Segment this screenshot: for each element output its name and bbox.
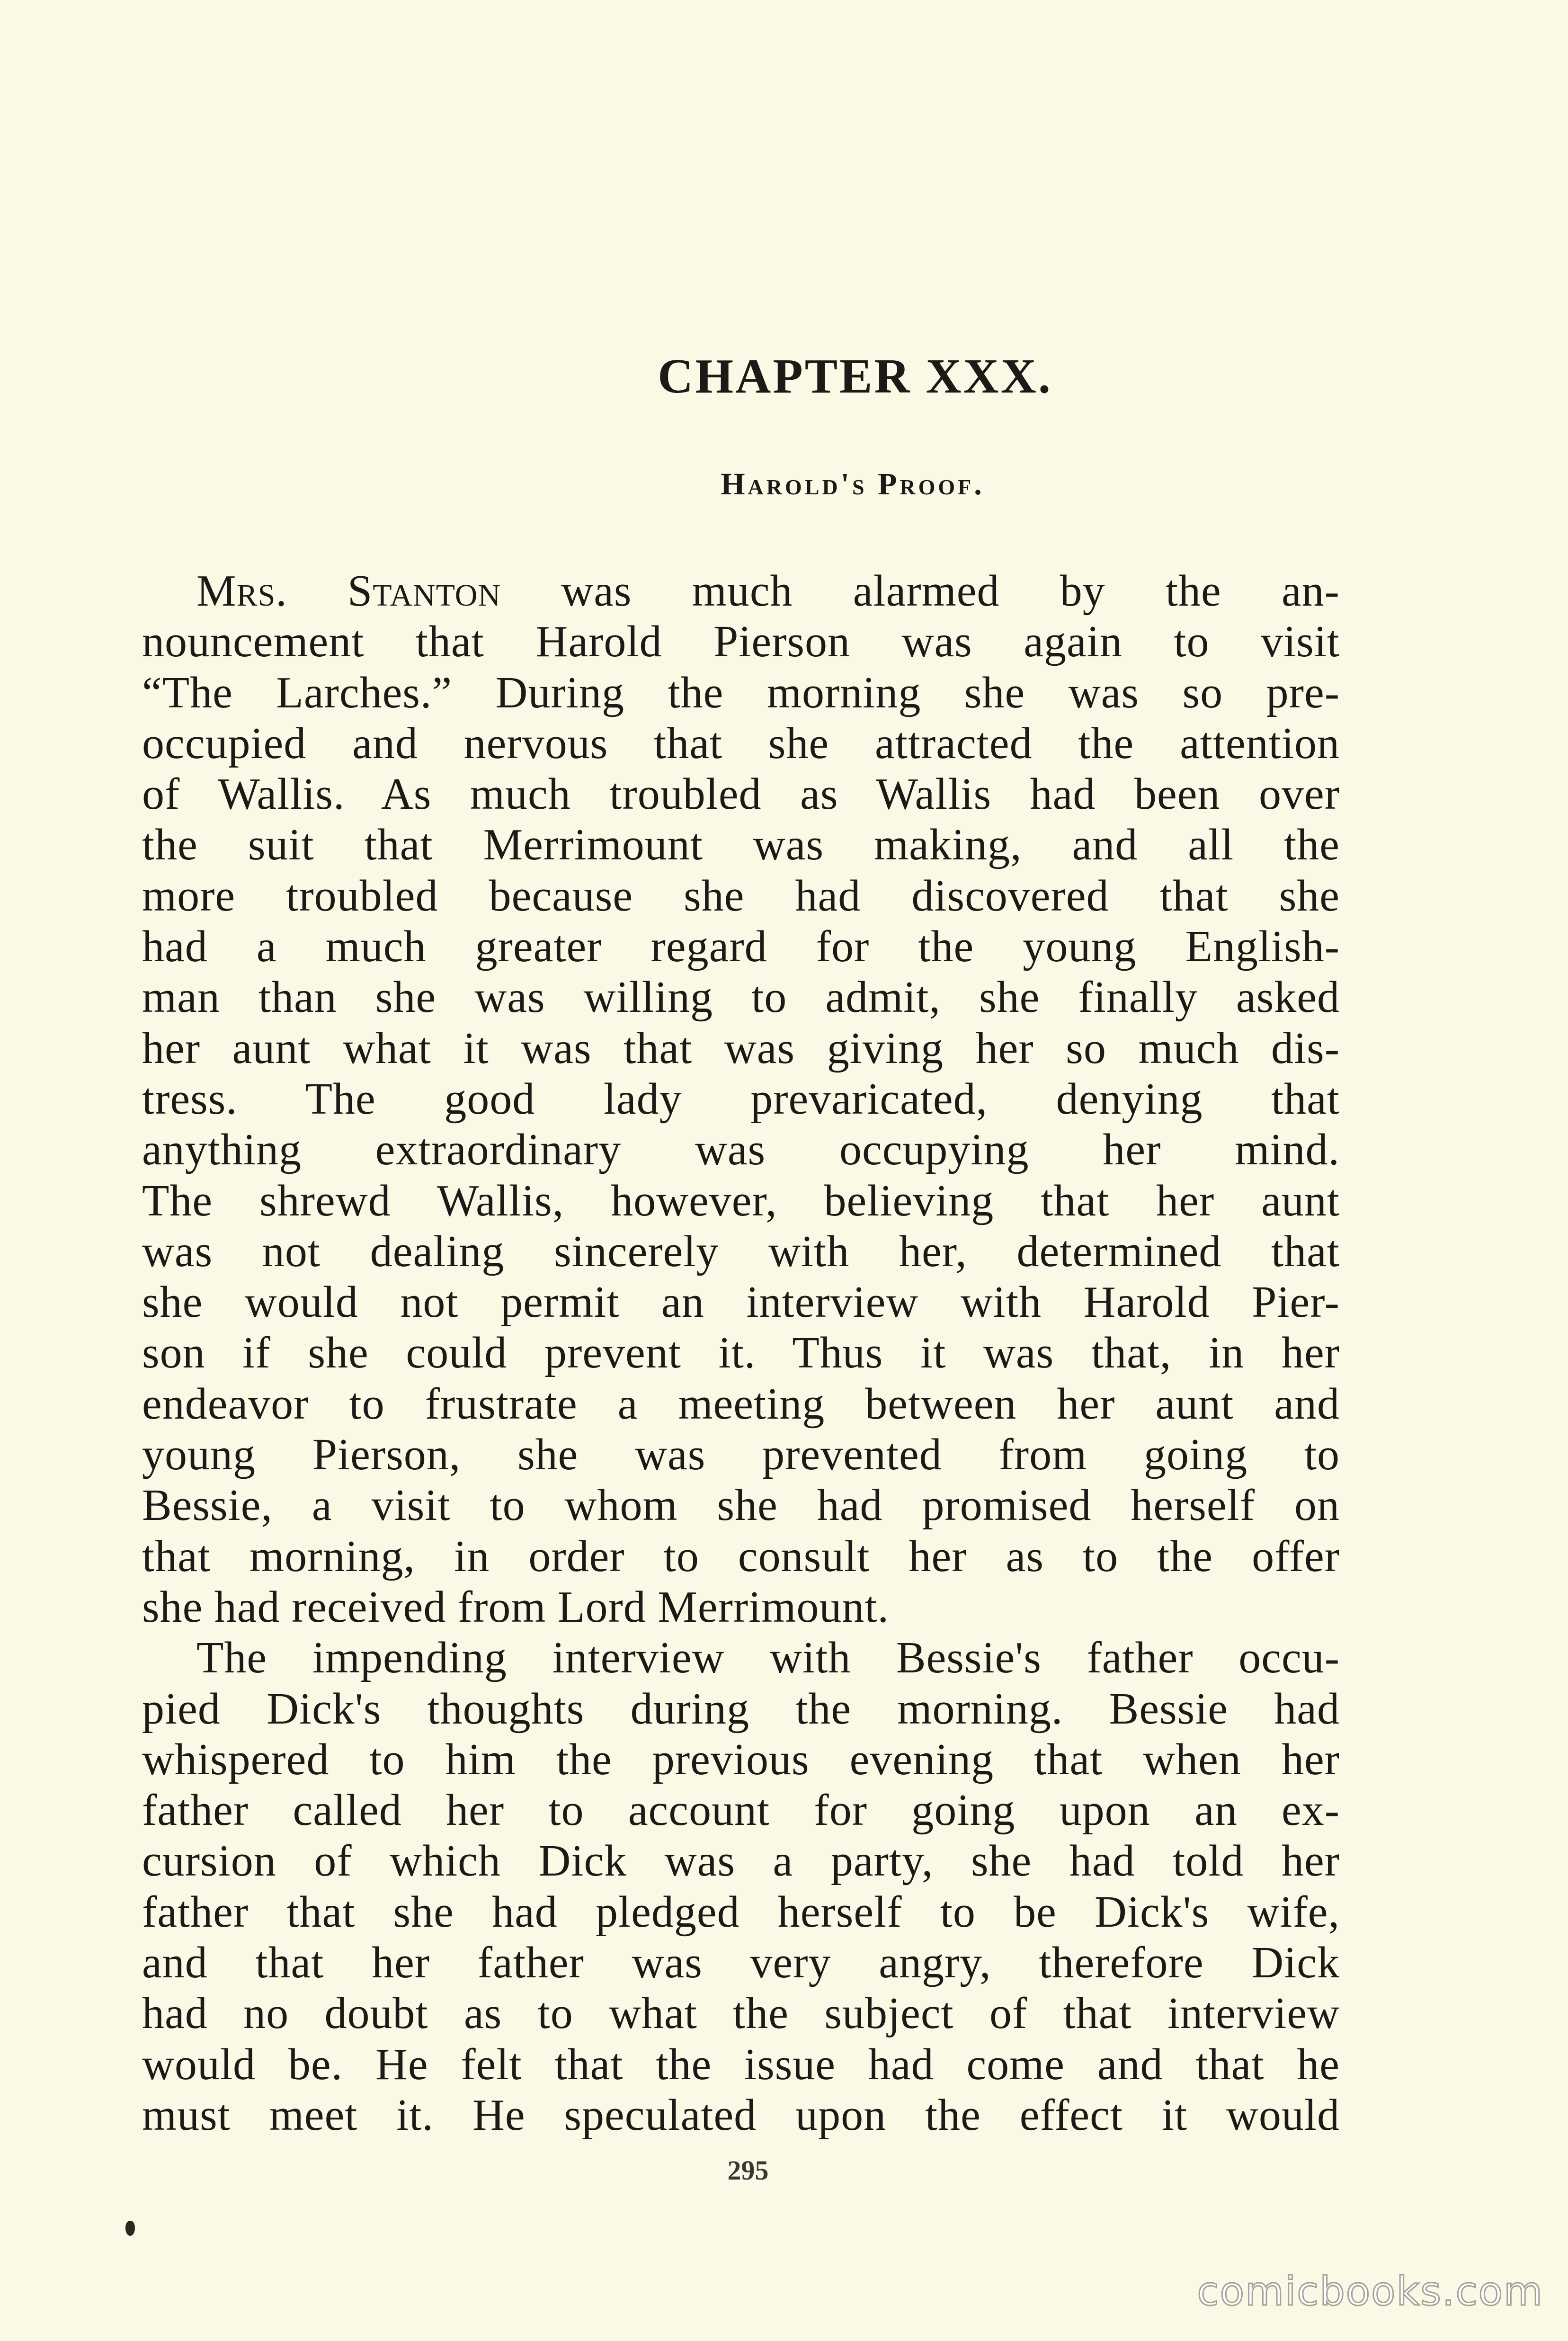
text-line: and that her father was very angry, therefore Dick bbox=[142, 1938, 1340, 1988]
text-line: that morning, in order to consult her as to the offer bbox=[142, 1531, 1340, 1581]
text-line: nouncement that Harold Pierson was again to visit bbox=[142, 617, 1340, 667]
page-number: 295 bbox=[727, 2155, 769, 2186]
text-line: of Wallis. As much troubled as Wallis had been over bbox=[142, 769, 1340, 819]
text-line: anything extraordinary was occupying her mind. bbox=[142, 1125, 1340, 1175]
text-line: father called her to account for going upon an ex- bbox=[142, 1786, 1340, 1835]
ink-mark bbox=[125, 2221, 135, 2236]
text-line: the suit that Merrimount was making, and all the bbox=[142, 820, 1340, 870]
text-line: had a much greater regard for the young English- bbox=[142, 922, 1340, 972]
text-line: tress. The good lady prevaricated, denying that bbox=[142, 1074, 1340, 1124]
text-line: man than she was willing to admit, she finally asked bbox=[142, 973, 1340, 1022]
body-text bbox=[142, 566, 1340, 2141]
text-line: her aunt what it was that was giving her so much dis- bbox=[142, 1023, 1340, 1073]
chapter-subtitle: Harold's Proof. bbox=[721, 467, 985, 501]
text-line: more troubled because she had discovered that she bbox=[142, 871, 1340, 920]
text-line: “The Larches.” During the morning she was so pre- bbox=[142, 668, 1340, 717]
text-line: occupied and nervous that she attracted the attention bbox=[142, 718, 1340, 768]
text-line: The shrewd Wallis, however, believing that her aunt bbox=[142, 1176, 1340, 1225]
text-line: was not dealing sincerely with her, determined that bbox=[142, 1226, 1340, 1276]
text-line: she would not permit an interview with Harold Pier- bbox=[142, 1278, 1340, 1327]
text-line: The impending interview with Bessie's father occu- bbox=[196, 1633, 1340, 1683]
text-line: cursion of which Dick was a party, she had told her bbox=[142, 1836, 1340, 1886]
text-line: had no doubt as to what the subject of that interview bbox=[142, 1989, 1340, 2038]
text-line: she had received from Lord Merrimount. bbox=[142, 1582, 890, 1632]
text-line: endeavor to frustrate a meeting between her aunt and bbox=[142, 1379, 1340, 1429]
text-line: whispered to him the previous evening that when her bbox=[142, 1734, 1340, 1784]
text-line: Bessie, a visit to whom she had promised herself on bbox=[142, 1481, 1340, 1530]
text-line: young Pierson, she was prevented from going to bbox=[142, 1430, 1340, 1480]
text-line: son if she could prevent it. Thus it was that, in her bbox=[142, 1328, 1340, 1378]
text-line-rest: was much alarmed by the an- bbox=[501, 566, 1340, 616]
text-line bbox=[142, 566, 1340, 617]
text-line: must meet it. He speculated upon the effect it would bbox=[142, 2090, 1340, 2140]
lead-name: Mrs. Stanton bbox=[196, 566, 501, 616]
watermark: comicbooks.com bbox=[1197, 2268, 1543, 2314]
text-line: father that she had pledged herself to be Dick's wife, bbox=[142, 1887, 1340, 1937]
text-line: would be. He felt that the issue had come and that he bbox=[142, 2039, 1340, 2089]
chapter-title: CHAPTER XXX. bbox=[658, 349, 1052, 403]
text-line: pied Dick's thoughts during the morning. Bessie had bbox=[142, 1684, 1340, 1733]
